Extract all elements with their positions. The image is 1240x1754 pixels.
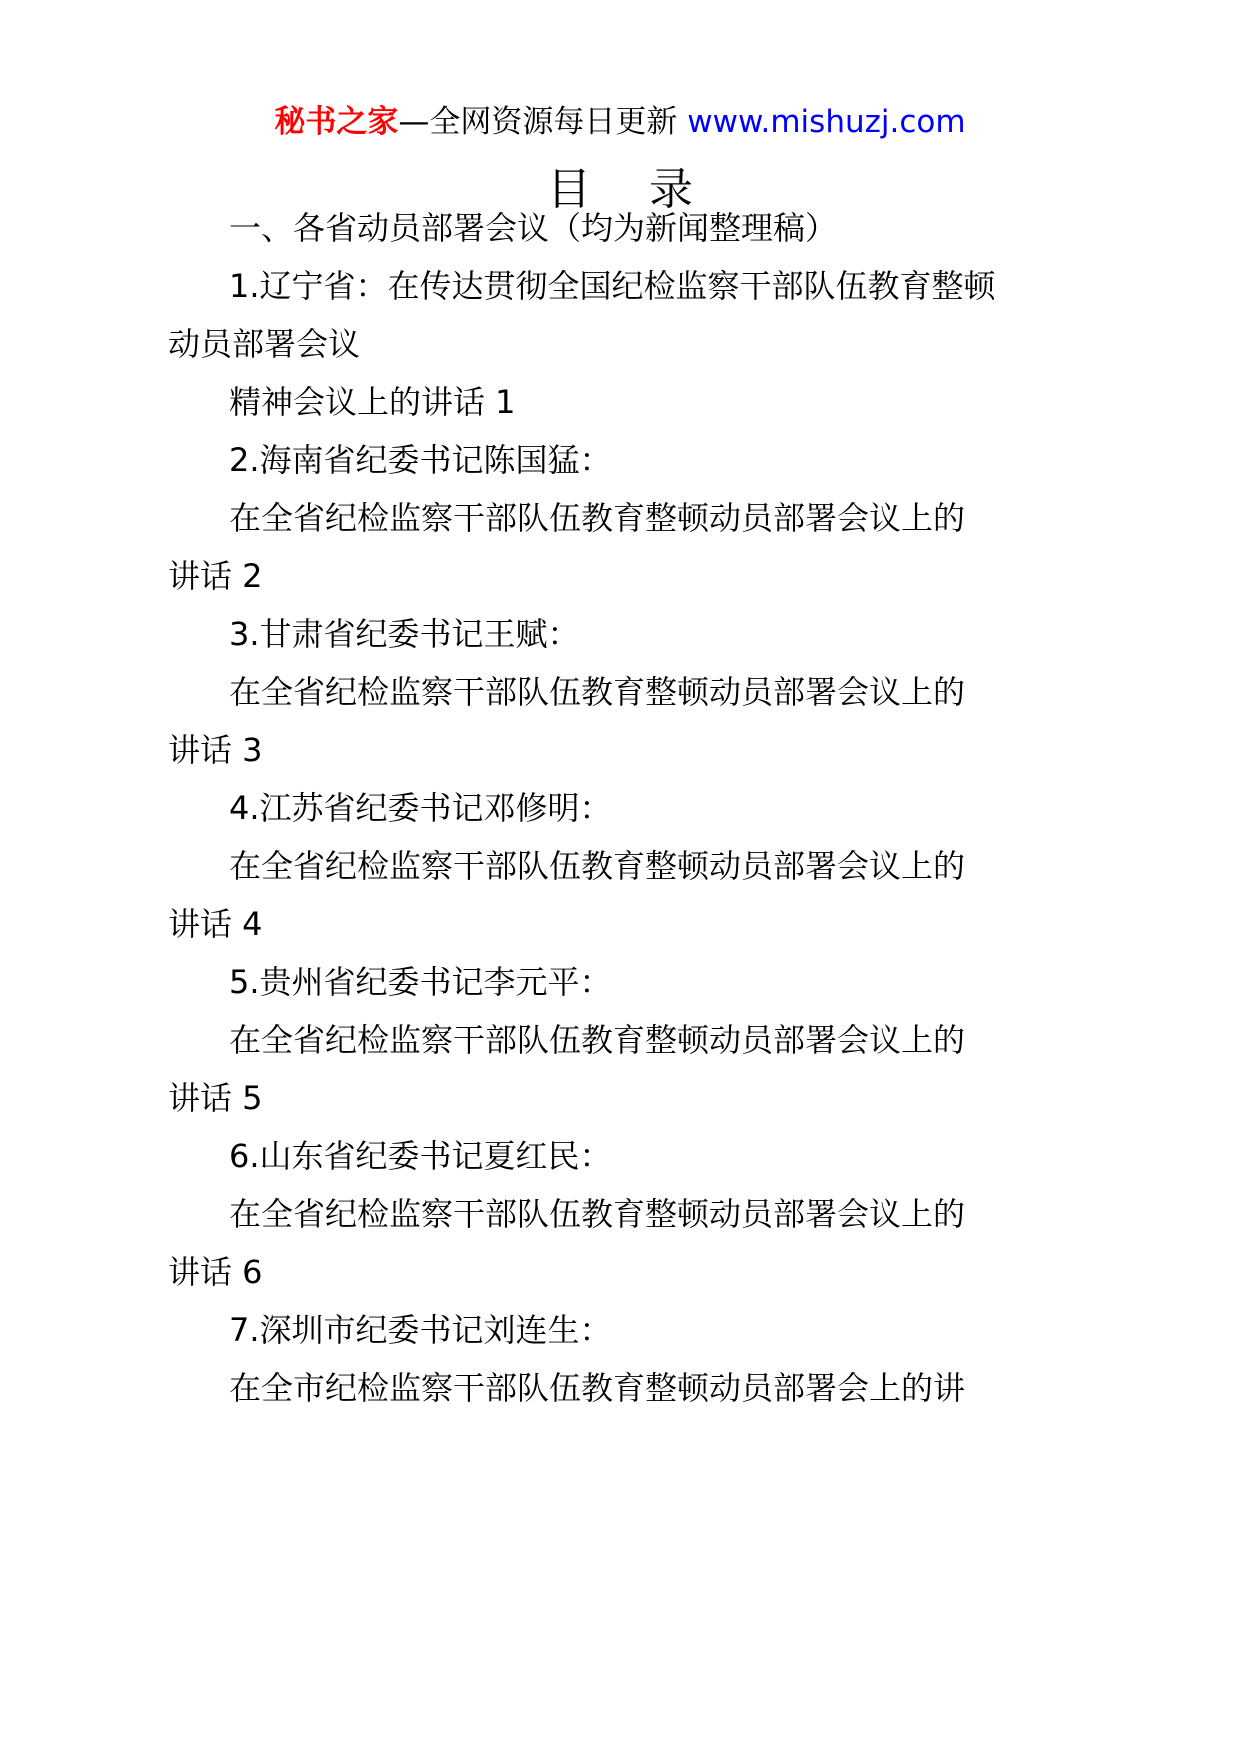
toc-entry-4-subtitle-cont: 讲话 4 [168, 905, 263, 943]
site-slogan: —全网资源每日更新 [398, 104, 688, 140]
toc-entry-1-subtitle: 精神会议上的讲话 1 [229, 383, 516, 421]
toc-entry-3-subtitle: 在全省纪检监察干部队伍教育整顿动员部署会议上的 [229, 673, 966, 711]
toc-section-heading: 一、各省动员部署会议（均为新闻整理稿） [229, 209, 838, 247]
toc-entry-5-title: 5.贵州省纪委书记李元平： [229, 963, 612, 1001]
title-char-2: 录 [649, 164, 693, 215]
toc-entry-7-subtitle: 在全市纪检监察干部队伍教育整顿动员部署会上的讲 [229, 1369, 966, 1407]
toc-entry-5-subtitle-cont: 讲话 5 [168, 1079, 263, 1117]
toc-entry-4-title: 4.江苏省纪委书记邓修明： [229, 789, 612, 827]
toc-entry-2-subtitle-cont: 讲话 2 [168, 557, 263, 595]
toc-entry-2-subtitle: 在全省纪检监察干部队伍教育整顿动员部署会议上的 [229, 499, 966, 537]
site-brand: 秘书之家 [274, 104, 399, 140]
toc-entry-6-subtitle: 在全省纪检监察干部队伍教育整顿动员部署会议上的 [229, 1195, 966, 1233]
toc-entry-1-title: 1.辽宁省：在传达贯彻全国纪检监察干部队伍教育整顿 [229, 267, 996, 305]
toc-entry-6-subtitle-cont: 讲话 6 [168, 1253, 263, 1291]
site-url-link[interactable]: www.mishuzj.com [687, 104, 966, 140]
toc-entry-7-title: 7.深圳市纪委书记刘连生： [229, 1311, 612, 1349]
toc-entry-4-subtitle: 在全省纪检监察干部队伍教育整顿动员部署会议上的 [229, 847, 966, 885]
toc-entry-3-subtitle-cont: 讲话 3 [168, 731, 263, 769]
toc-entry-5-subtitle: 在全省纪检监察干部队伍教育整顿动员部署会议上的 [229, 1021, 966, 1059]
toc-entry-2-title: 2.海南省纪委书记陈国猛： [229, 441, 612, 479]
title-char-1: 目 [547, 164, 591, 215]
toc-entry-6-title: 6.山东省纪委书记夏红民： [229, 1137, 612, 1175]
toc-entry-3-title: 3.甘肃省纪委书记王赋： [229, 615, 580, 653]
toc-entry-1-title-cont: 动员部署会议 [168, 325, 361, 363]
site-header [0, 100, 1240, 144]
